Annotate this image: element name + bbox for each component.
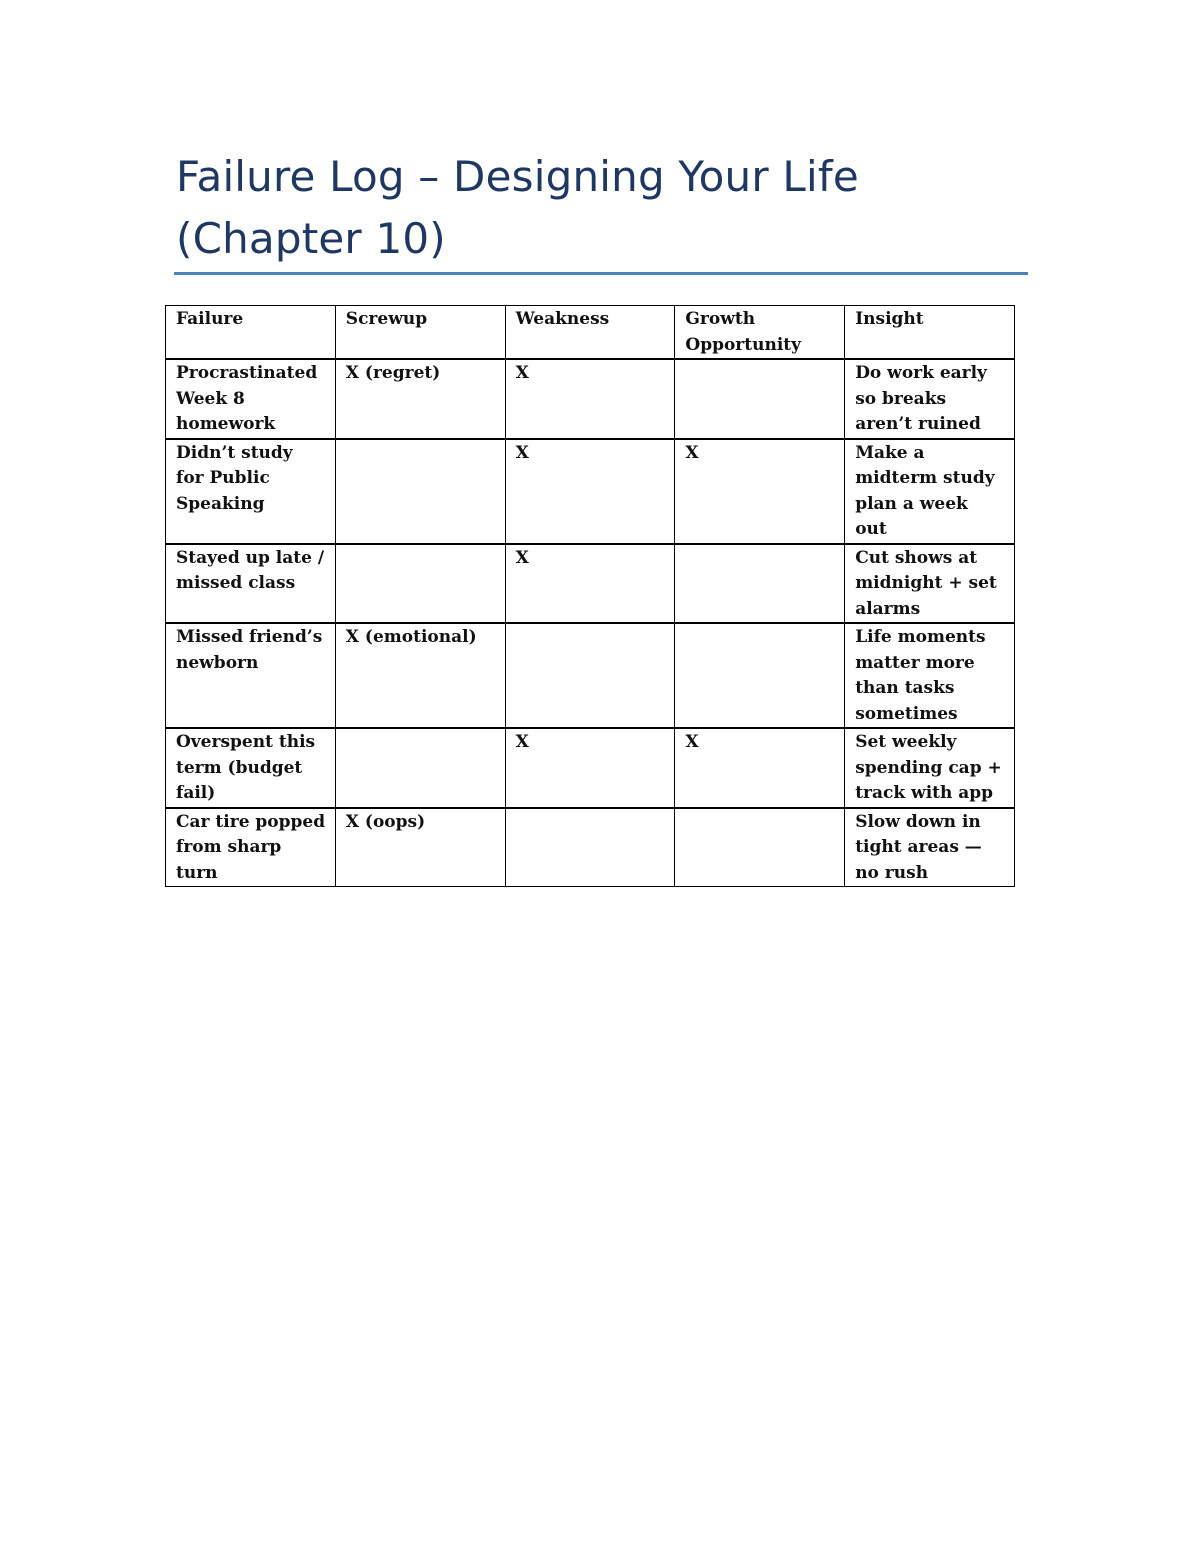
table-row bbox=[166, 544, 1015, 624]
header-insight: Insight bbox=[845, 306, 1015, 360]
cell-screwup: X (regret) bbox=[335, 359, 505, 439]
cell-insight: Life moments matter more than tasks sometimes bbox=[845, 623, 1015, 728]
table-row bbox=[166, 359, 1015, 439]
cell-screwup bbox=[335, 439, 505, 544]
header-failure: Failure bbox=[166, 306, 336, 360]
cell-failure: Car tire popped from sharp turn bbox=[166, 808, 336, 887]
cell-screwup bbox=[335, 728, 505, 808]
cell-screwup: X (oops) bbox=[335, 808, 505, 887]
cell-weakness: X bbox=[505, 439, 675, 544]
table-row bbox=[166, 728, 1015, 808]
document-title: Failure Log – Designing Your Life (Chapter 10) bbox=[176, 152, 859, 263]
table-row bbox=[166, 623, 1015, 728]
cell-growth: X bbox=[675, 728, 845, 808]
cell-growth bbox=[675, 544, 845, 624]
cell-insight: Slow down in tight areas — no rush bbox=[845, 808, 1015, 887]
cell-weakness bbox=[505, 808, 675, 887]
title-underline bbox=[174, 272, 1028, 275]
cell-failure: Overspent this term (budget fail) bbox=[166, 728, 336, 808]
cell-growth bbox=[675, 808, 845, 887]
cell-weakness bbox=[505, 623, 675, 728]
cell-insight: Make a midterm study plan a week out bbox=[845, 439, 1015, 544]
cell-failure: Didn’t study for Public Speaking bbox=[166, 439, 336, 544]
cell-weakness: X bbox=[505, 544, 675, 624]
cell-weakness: X bbox=[505, 728, 675, 808]
header-screwup: Screwup bbox=[335, 306, 505, 360]
cell-insight: Do work early so breaks aren’t ruined bbox=[845, 359, 1015, 439]
cell-growth: X bbox=[675, 439, 845, 544]
cell-growth bbox=[675, 359, 845, 439]
cell-growth bbox=[675, 623, 845, 728]
cell-weakness: X bbox=[505, 359, 675, 439]
cell-insight: Set weekly spending cap + track with app bbox=[845, 728, 1015, 808]
cell-screwup bbox=[335, 544, 505, 624]
cell-screwup: X (emotional) bbox=[335, 623, 505, 728]
table-header-row bbox=[166, 306, 1015, 360]
cell-failure: Missed friend’s newborn bbox=[166, 623, 336, 728]
header-weakness: Weakness bbox=[505, 306, 675, 360]
header-growth-opportunity: Growth Opportunity bbox=[675, 306, 845, 360]
failure-log-table bbox=[165, 305, 1015, 887]
table-row bbox=[166, 439, 1015, 544]
table-row bbox=[166, 808, 1015, 887]
cell-failure: Stayed up late / missed class bbox=[166, 544, 336, 624]
cell-insight: Cut shows at midnight + set alarms bbox=[845, 544, 1015, 624]
cell-failure: Procrastinated Week 8 homework bbox=[166, 359, 336, 439]
